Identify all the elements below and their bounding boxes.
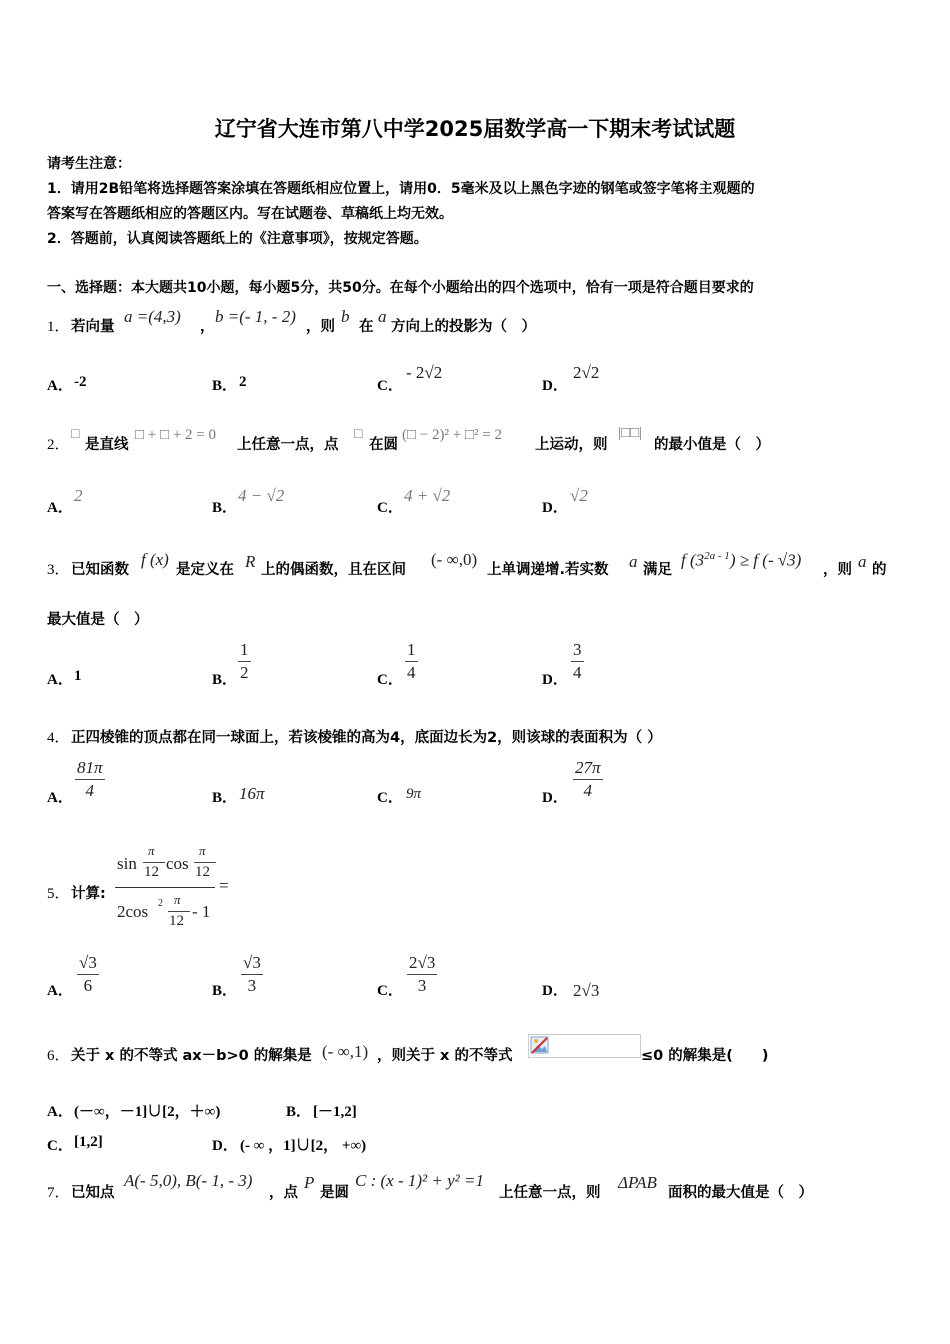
q7-circle: C : (x - 1)² + y² =1: [355, 1171, 484, 1190]
q3-text-3: 上的偶函数，且在区间: [261, 562, 406, 578]
q1-text-4: 在: [359, 319, 374, 335]
q5-option-d: 2√3: [573, 981, 600, 1000]
q3-text-1: 已知函数: [71, 562, 129, 578]
q1-text-3: ，则: [306, 319, 335, 335]
q3-ineq-exponent: 2a - 1: [704, 550, 730, 562]
q5-pi-3: π: [174, 892, 181, 907]
q4-option-a-denominator: 4: [85, 781, 95, 800]
q5-twelve-2: 12: [195, 864, 210, 880]
q3-option-c-numerator: 1: [407, 640, 416, 659]
q2-circle-eq: (□ − 2)² + □² = 2: [402, 427, 502, 443]
q4-option-d-denominator: 4: [583, 781, 593, 800]
q4-option-b: 16π: [239, 784, 265, 803]
q1-text-2: ，: [200, 319, 215, 335]
q3-option-b-label: B．: [212, 672, 238, 688]
q3-text-7: 的: [872, 562, 887, 578]
q1-option-d: 2√2: [573, 363, 600, 382]
question-7: [47, 1171, 937, 1201]
q5-option-a-numerator: √3: [79, 953, 97, 972]
q3-text-4: 上单调递增.若实数: [487, 562, 609, 578]
q7-text-3: 是圆: [320, 1185, 349, 1201]
q6-number: 6．: [47, 1048, 70, 1064]
q7-text-1: 已知点: [71, 1185, 115, 1201]
page-title: 辽宁省大连市第八中学2025届数学高一下期末考试试题: [214, 117, 736, 141]
q1-option-b-label: B．: [212, 378, 238, 394]
q2-option-c-label: C．: [377, 500, 403, 516]
q4-option-d-numerator: 27π: [575, 758, 601, 777]
q1-option-d-label: D．: [542, 378, 568, 394]
q5-option-c-denominator: 3: [417, 976, 427, 995]
q2-option-a: 2: [74, 486, 83, 505]
q1-option-c-label: C．: [377, 378, 403, 394]
q3-fx: f (x): [141, 550, 169, 569]
q3-option-d-denominator: 4: [573, 663, 582, 682]
q2-distance: |□□|: [618, 425, 643, 441]
q6-interval: (- ∞,1): [322, 1042, 369, 1061]
q2-option-d: √2: [570, 486, 588, 505]
q1-a: a: [378, 307, 387, 326]
q6-option-a: (－∞，－1]∪[2，＋∞): [74, 1104, 221, 1120]
notice-heading: 请考生注意：: [47, 156, 131, 172]
q3-option-c-fraction: [405, 640, 418, 683]
q1-number: 1．: [47, 319, 70, 335]
q5-option-a-fraction: [77, 953, 99, 996]
q6-option-a-label: A．: [47, 1104, 73, 1120]
q2-option-b-label: B．: [212, 500, 238, 516]
q3-option-a: 1: [74, 668, 82, 684]
q3-option-b-denominator: 2: [240, 663, 249, 682]
q2-option-c: 4 + √2: [404, 486, 451, 505]
q6-text-2: ，则关于 x 的不等式: [377, 1048, 513, 1064]
q5-minus-one: - 1: [192, 902, 211, 921]
q6-option-c-label: C．: [47, 1138, 73, 1154]
q5-option-b-denominator: 3: [247, 976, 257, 995]
q5-denominator-exponent: 2: [158, 898, 163, 909]
q3-option-b-fraction: [238, 640, 251, 683]
question-6: [47, 1034, 937, 1062]
q3-text-2: 是定义在: [176, 562, 234, 578]
q3-option-d-numerator: 3: [573, 640, 582, 659]
q5-expression: [113, 843, 238, 938]
q5-option-a-denominator: 6: [83, 976, 93, 995]
q5-sin: sin: [117, 854, 137, 873]
q3-ineq-left: f (3: [681, 550, 705, 570]
q5-text-1: 计算:: [71, 886, 106, 902]
q3-a-2: a: [858, 552, 867, 571]
q2-option-a-label: A．: [47, 500, 73, 516]
q5-denominator-cos: 2cos: [117, 902, 149, 921]
q3-ineq-right: ) ≥ f (- √3): [729, 550, 802, 570]
q5-option-b-fraction: [241, 953, 263, 996]
q3-a: a: [629, 552, 638, 571]
broken-image-placeholder: [528, 1034, 641, 1058]
q3-option-a-label: A．: [47, 672, 73, 688]
q6-option-b-label: B．: [286, 1104, 312, 1120]
q6-option-c: [1,2]: [74, 1134, 103, 1150]
q1-b: b: [341, 307, 350, 326]
q2-text-5: 的最小值是（ ）: [654, 437, 770, 453]
q2-point-q: □: [354, 427, 363, 442]
q3-text-5: 满足: [643, 562, 672, 578]
q5-pi-2: π: [199, 843, 206, 858]
q5-option-c-label: C．: [377, 983, 403, 999]
q2-line-eq: □ + □ + 2 = 0: [135, 427, 216, 443]
q6-option-d-label: D．: [212, 1138, 238, 1154]
q4-option-a-numerator: 81π: [77, 758, 103, 777]
q3-option-d-label: D．: [542, 672, 568, 688]
q5-pi-1: π: [148, 843, 155, 858]
q1-option-b: 2: [239, 374, 247, 390]
q4-option-c: 9π: [406, 786, 422, 802]
q5-option-b-label: B．: [212, 983, 238, 999]
q2-point-p: □: [71, 427, 80, 442]
q6-option-d: (- ∞ ，1]∪[2， +∞): [240, 1138, 367, 1154]
q2-number: 2．: [47, 437, 70, 453]
q2-option-d-label: D．: [542, 500, 568, 516]
q2-option-b: 4 − √2: [238, 486, 285, 505]
q5-twelve-1: 12: [144, 864, 159, 880]
notice-line-3: 2．答题前，认真阅读答题纸上的《注意事项》，按规定答题。: [47, 231, 428, 247]
q5-option-c-fraction: [407, 953, 437, 996]
q5-option-c-numerator: 2√3: [409, 953, 436, 972]
q2-text-4: 上运动，则: [535, 437, 608, 453]
q5-equals: =: [219, 876, 229, 895]
q4-option-a-label: A．: [47, 790, 73, 806]
q3-inequality: [681, 550, 801, 571]
q4-number: 4．: [47, 730, 70, 746]
q1-text-1: 若向量: [71, 319, 115, 335]
q3-r: R: [245, 552, 256, 571]
q3-option-c-denominator: 4: [407, 663, 416, 682]
q3-option-b-numerator: 1: [240, 640, 249, 659]
q2-text-1: 是直线: [85, 437, 129, 453]
q4-option-b-label: B．: [212, 790, 238, 806]
q7-text-4: 上任意一点，则: [499, 1185, 601, 1201]
broken-image-icon: [530, 1036, 550, 1054]
q7-number: 7．: [47, 1185, 70, 1201]
q4-option-a-fraction: [75, 758, 105, 801]
q5-twelve-3: 12: [169, 913, 184, 929]
q3-line-2: 最大值是（ ）: [47, 612, 149, 628]
q3-option-c-label: C．: [377, 672, 403, 688]
q3-number: 3．: [47, 562, 70, 578]
q2-text-3: 在圆: [369, 437, 398, 453]
q6-option-b: [－1,2]: [313, 1104, 357, 1120]
notice-line-2: 答案写在答题纸相应的答题区内。写在试题卷、草稿纸上均无效。: [47, 206, 453, 222]
q1-option-a-label: A．: [47, 378, 73, 394]
q4-option-d-label: D．: [542, 790, 568, 806]
q5-option-b-numerator: √3: [243, 953, 261, 972]
notice-line-1: 1．请用2B铅笔将选择题答案涂填在答题纸相应位置上，请用0．5毫米及以上黑色字迹的钢笔或签字笔将主观题的: [47, 181, 755, 197]
q1-vector-a: a =(4,3): [124, 307, 181, 326]
q4-option-c-label: C．: [377, 790, 403, 806]
q2-text-2: 上任意一点，点: [237, 437, 339, 453]
q7-text-5: 面积的最大值是（ ）: [668, 1185, 813, 1201]
q4-text-1: 正四棱锥的顶点都在同一球面上，若该棱锥的高为4，底面边长为2，则该球的表面积为（ ）: [71, 730, 662, 746]
q3-text-6: ，则: [823, 562, 852, 578]
q1-option-a: -2: [74, 374, 87, 390]
q6-text-3: ≤0 的解集是( ): [641, 1048, 769, 1064]
q3-interval: (- ∞,0): [431, 550, 478, 569]
q5-number: 5．: [47, 886, 70, 902]
q1-option-c: - 2√2: [406, 363, 443, 382]
q5-cos: cos: [166, 854, 189, 873]
q4-option-d-fraction: [573, 758, 603, 801]
q5-option-a-label: A．: [47, 983, 73, 999]
q7-text-2: ，点: [269, 1185, 298, 1201]
q7-p: P: [304, 1173, 315, 1192]
q7-points: A(- 5,0), B(- 1, - 3): [124, 1171, 253, 1190]
q6-text-1: 关于 x 的不等式 ax－b>0 的解集是: [71, 1048, 312, 1064]
q5-option-d-label: D．: [542, 983, 568, 999]
q7-triangle: ΔPAB: [618, 1173, 657, 1192]
section-heading: 一、选择题：本大题共10小题，每小题5分，共50分。在每个小题给出的四个选项中，恰有一项是符合题目要求的: [47, 280, 754, 296]
q3-option-d-fraction: [571, 640, 584, 683]
q1-text-5: 方向上的投影为（ ）: [391, 319, 536, 335]
q1-vector-b: b =(- 1, - 2): [215, 307, 296, 326]
